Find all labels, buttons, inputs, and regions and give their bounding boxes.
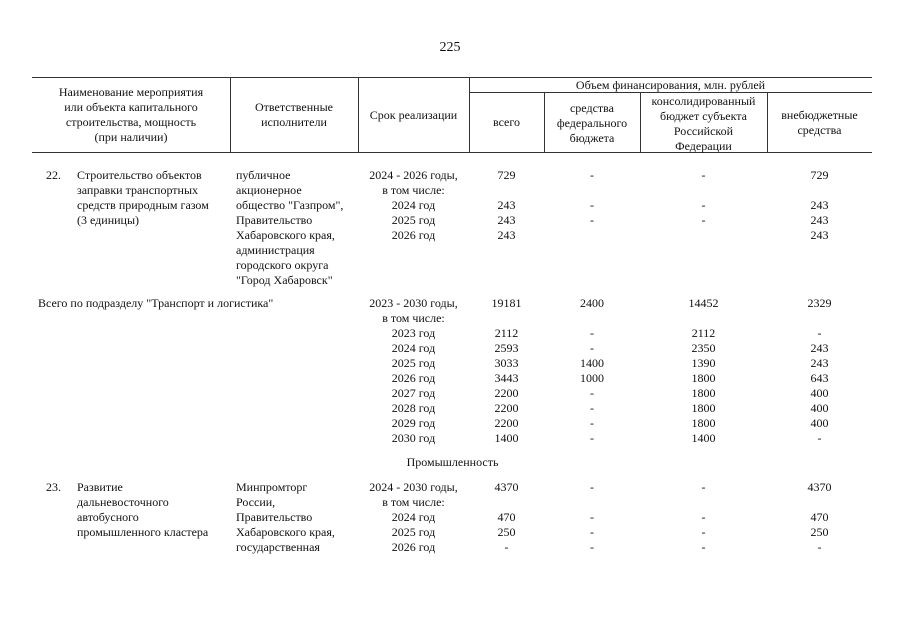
- row-term: 2023 год: [391, 326, 436, 340]
- row-total: 243: [497, 213, 516, 227]
- row-term: 2025 год: [391, 525, 436, 539]
- row-regional: -: [701, 480, 706, 494]
- row-term: 2028 год: [391, 401, 436, 415]
- row-term: 2023 - 2030 годы,: [369, 296, 458, 310]
- row-regional: -: [701, 168, 706, 182]
- row-term: 2024 - 2030 годы,: [369, 480, 458, 494]
- row-regional: 1800: [691, 371, 716, 385]
- table-row: [0, 356, 905, 371]
- item23-name: Развитие дальневосточного автобусного промышленного кластера: [77, 480, 209, 539]
- row-total: 19181: [491, 296, 522, 310]
- row-total: 729: [497, 168, 516, 182]
- row-extra: 243: [810, 213, 829, 227]
- row-term: 2025 год: [391, 213, 436, 227]
- row-term: 2026 год: [391, 371, 436, 385]
- table-row: [0, 371, 905, 386]
- row-term: 2029 год: [391, 416, 436, 430]
- row-federal: -: [590, 416, 594, 430]
- row-term: 2027 год: [391, 386, 436, 400]
- item23-number: 23.: [46, 480, 61, 494]
- row-term: 2024 - 2026 годы,: [369, 168, 458, 182]
- table-row: [0, 386, 905, 401]
- table-row: [0, 480, 905, 495]
- row-federal: -: [590, 168, 594, 182]
- header-total: всего: [492, 115, 521, 129]
- page-number: 225: [439, 40, 461, 55]
- row-regional: 1800: [691, 401, 716, 415]
- row-term: 2026 год: [391, 228, 436, 242]
- row-total: 3443: [494, 371, 519, 385]
- row-extra: 243: [810, 341, 829, 355]
- row-extra: -: [817, 326, 822, 340]
- row-term: 2024 год: [391, 341, 436, 355]
- row-total: 243: [497, 198, 516, 212]
- table-row: [0, 510, 905, 525]
- row-total: 243: [497, 228, 516, 242]
- row-federal: -: [590, 525, 594, 539]
- table-row: [0, 495, 905, 510]
- table-row: [0, 213, 905, 228]
- row-federal: -: [590, 510, 594, 524]
- row-extra: -: [817, 431, 822, 445]
- row-total: 2200: [494, 401, 519, 415]
- row-federal: -: [590, 431, 594, 445]
- row-term: 2024 год: [391, 510, 436, 524]
- row-federal: -: [590, 540, 594, 554]
- row-total: 1400: [494, 431, 519, 445]
- row-federal: -: [590, 213, 594, 227]
- row-federal: -: [590, 341, 594, 355]
- row-total: 250: [497, 525, 516, 539]
- row-federal: -: [590, 326, 594, 340]
- row-extra: 729: [810, 168, 829, 182]
- item22-responsible: публичное акционерное общество "Газпром", Правительство Хабаровского края, администрация городского округа "Город Хабаровск": [236, 168, 344, 287]
- row-federal: 1400: [580, 356, 604, 370]
- row-total: 2200: [494, 386, 519, 400]
- table-row: [0, 198, 905, 213]
- table-row: [0, 341, 905, 356]
- row-extra: 243: [810, 228, 829, 242]
- row-term: в том числе:: [382, 183, 445, 197]
- section-title: Промышленность: [406, 455, 499, 469]
- header-extrabudget: внебюджетные средства: [781, 108, 858, 137]
- row-regional: 1390: [691, 356, 716, 370]
- table-row: [0, 540, 905, 555]
- table-row: [0, 431, 905, 446]
- row-term: 2026 год: [391, 540, 436, 554]
- table-row: [0, 326, 905, 341]
- table-row: [0, 183, 905, 198]
- header-term: Срок реализации: [369, 108, 458, 122]
- row-regional: 1800: [691, 416, 716, 430]
- item23-responsible: Минпромторг России, Правительство Хабаровского края, государственная: [236, 480, 335, 554]
- row-regional: 1400: [691, 431, 716, 445]
- row-extra: -: [817, 540, 822, 554]
- table-row: [0, 311, 905, 326]
- row-regional: -: [701, 540, 706, 554]
- table-row: [0, 401, 905, 416]
- row-extra: 243: [810, 198, 829, 212]
- row-federal: 2400: [580, 296, 604, 310]
- row-extra: 400: [810, 386, 829, 400]
- table-row: [0, 168, 905, 183]
- row-regional: 2112: [691, 326, 716, 340]
- row-total: 470: [497, 510, 516, 524]
- header-funding-group: Объем финансирования, млн. рублей: [575, 78, 766, 92]
- row-term: 2025 год: [391, 356, 436, 370]
- row-federal: -: [590, 386, 594, 400]
- row-term: в том числе:: [382, 311, 445, 325]
- row-regional: -: [701, 510, 706, 524]
- row-extra: 400: [810, 416, 829, 430]
- row-extra: 400: [810, 401, 829, 415]
- row-extra: 470: [810, 510, 829, 524]
- table-row: [0, 228, 905, 243]
- row-regional: -: [701, 198, 706, 212]
- row-regional: -: [701, 213, 706, 227]
- row-federal: 1000: [580, 371, 604, 385]
- header-federal: средства федерального бюджета: [556, 101, 628, 145]
- table-row: [0, 296, 905, 311]
- row-regional: 1800: [691, 386, 716, 400]
- table-row: [0, 525, 905, 540]
- row-total: 2593: [494, 341, 519, 355]
- row-regional: -: [701, 525, 706, 539]
- header-responsible: Ответственные исполнители: [255, 100, 333, 129]
- row-term: 2030 год: [391, 431, 436, 445]
- row-total: 3033: [494, 356, 519, 370]
- row-term: в том числе:: [382, 495, 445, 509]
- subtotal-label: Всего по подразделу "Транспорт и логистика": [38, 296, 274, 310]
- item22-number: 22.: [46, 168, 61, 182]
- row-total: -: [504, 540, 509, 554]
- row-total: 4370: [494, 480, 519, 494]
- row-regional: 14452: [688, 296, 719, 310]
- table-row: [0, 416, 905, 431]
- row-extra: 243: [810, 356, 829, 370]
- row-regional: 2350: [691, 341, 716, 355]
- row-federal: -: [590, 198, 594, 212]
- row-total: 2200: [494, 416, 519, 430]
- row-term: 2024 год: [391, 198, 436, 212]
- row-extra: 4370: [807, 480, 832, 494]
- row-total: 2112: [494, 326, 519, 340]
- header-name: Наименование мероприятия или объекта капитального строительства, мощность (при наличии): [58, 85, 204, 144]
- header-regional: консолидированный бюджет субъекта Российской Федерации: [651, 94, 756, 153]
- item22-name: Строительство объектов заправки транспортных средств природным газом (3 единицы): [77, 168, 209, 227]
- row-extra: 643: [810, 371, 829, 385]
- row-federal: -: [590, 401, 594, 415]
- row-extra: 250: [810, 525, 829, 539]
- row-federal: -: [590, 480, 594, 494]
- row-extra: 2329: [807, 296, 832, 310]
